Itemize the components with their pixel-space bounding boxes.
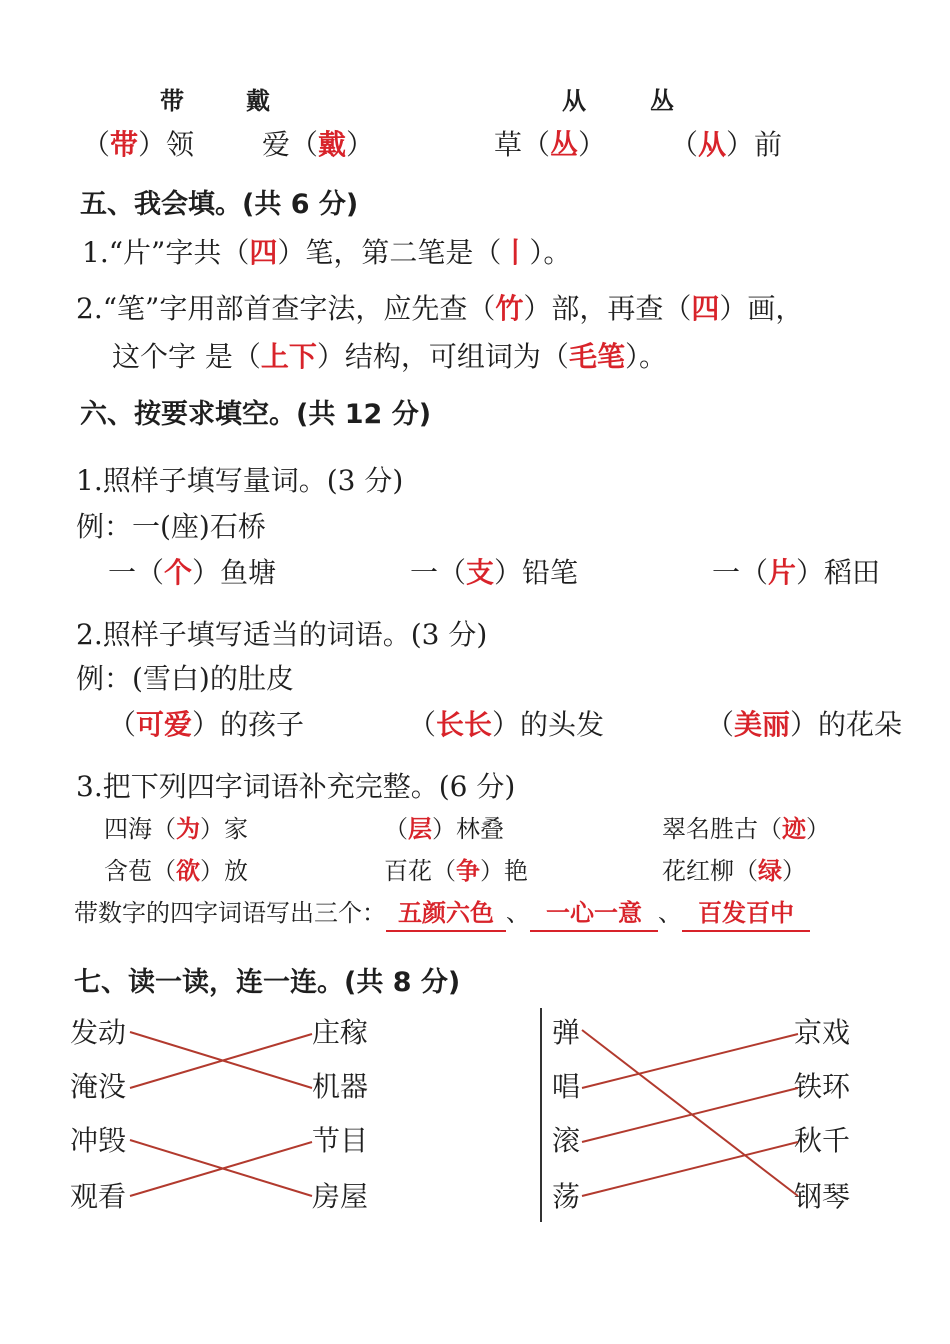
question-title: 3.把下列四字词语补充完整。(6 分) [76, 770, 516, 803]
section-title: 七、读一读，连一连。(共 8 分) [74, 967, 461, 998]
match-right: 庄稼 [312, 1016, 369, 1049]
example: 例：一(座)石桥 [76, 510, 266, 543]
fill-item: 翠名胜古（迹） [662, 815, 830, 843]
match-line [582, 1142, 798, 1196]
question-line: 1.“片”字共（四）笔，第二笔是（丨）。 [82, 236, 572, 269]
match-left: 唱 [552, 1070, 581, 1103]
fill-item: （带）领 [82, 128, 195, 161]
number-idiom-line: 带数字的四字词语写出三个： 五颜六色 、 一心一意 、 百发百中 [74, 896, 810, 932]
match-line [582, 1088, 798, 1142]
answer: 带 [110, 128, 139, 161]
match-left: 发动 [70, 1016, 127, 1049]
fill-item: 含苞（欲）放 [104, 857, 248, 885]
hint-char: 丛 [650, 86, 674, 115]
fill-item: （长长）的头发 [408, 708, 605, 741]
section-title: 六、按要求填空。(共 12 分) [80, 399, 432, 430]
match-right: 秋千 [794, 1124, 851, 1157]
fill-item: 花红柳（绿） [662, 857, 806, 885]
answer: 戴 [318, 128, 347, 161]
question-line: 这个字 是（上下）结构，可组词为（毛笔）。 [112, 340, 667, 373]
section-title: 五、我会填。(共 6 分) [80, 189, 359, 220]
fill-item: 百花（争）艳 [384, 857, 528, 885]
question-line: 2.“笔”字用部首查字法，应先查（竹）部，再查（四）画， [76, 292, 804, 325]
fill-item: 四海（为）家 [104, 815, 248, 843]
match-right: 铁环 [794, 1070, 851, 1103]
answer: 丛 [550, 128, 579, 161]
fill-item: 爱（戴） [262, 128, 375, 161]
match-left: 弹 [552, 1016, 581, 1049]
match-right: 房屋 [312, 1180, 369, 1213]
fill-item: 一（片）稻田 [712, 556, 881, 589]
match-left: 滚 [552, 1124, 581, 1157]
fill-item: （层）林叠 [384, 815, 504, 843]
match-right: 京戏 [794, 1016, 851, 1049]
hint-char: 带 [160, 86, 184, 115]
match-left: 观看 [70, 1180, 127, 1213]
fill-item: （从）前 [670, 128, 783, 161]
example: 例：(雪白)的肚皮 [76, 662, 294, 695]
match-line [582, 1034, 798, 1088]
hint-char: 戴 [246, 86, 270, 115]
fill-item: （美丽）的花朵 [706, 708, 903, 741]
answer: 从 [698, 128, 727, 161]
question-title: 2.照样子填写适当的词语。(3 分) [76, 618, 488, 651]
match-left: 淹没 [70, 1070, 127, 1103]
match-right: 机器 [312, 1070, 369, 1103]
fill-item: 一（支）铅笔 [410, 556, 579, 589]
hint-char: 从 [562, 86, 586, 115]
question-title: 1.照样子填写量词。(3 分) [76, 464, 404, 497]
fill-item: （可爱）的孩子 [108, 708, 305, 741]
match-left: 冲毁 [70, 1124, 127, 1157]
match-line [582, 1030, 798, 1196]
match-right: 节目 [312, 1124, 369, 1157]
match-right: 钢琴 [794, 1180, 851, 1213]
match-left: 荡 [552, 1180, 581, 1213]
fill-item: 一（个）鱼塘 [108, 556, 277, 589]
fill-item: 草（丛） [494, 128, 607, 161]
